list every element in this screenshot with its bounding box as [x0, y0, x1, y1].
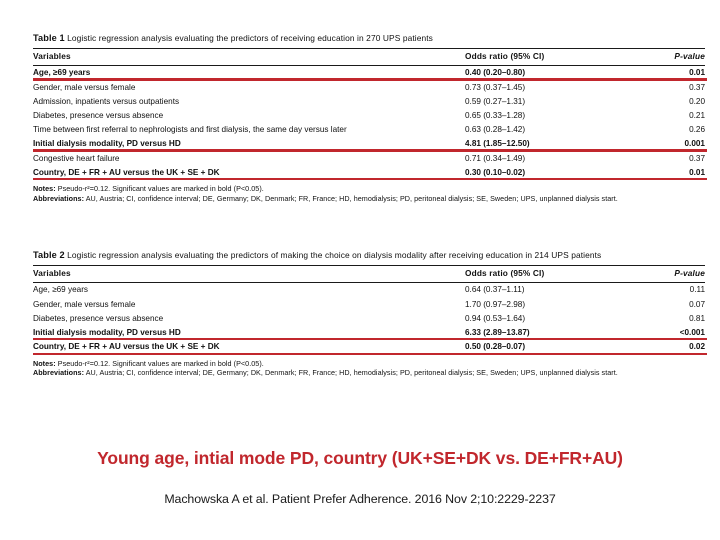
table-row: [33, 94, 705, 108]
table-1-caption-text: Logistic regression analysis evaluating the predictors of receiving education in 270 UPS patients: [67, 33, 433, 43]
table-row: [33, 65, 705, 80]
conclusion-text: Young age, intial mode PD, country (UK+SE+DK vs. DE+FR+AU): [97, 448, 623, 468]
cell-variable: Diabetes, presence versus absence: [33, 110, 164, 120]
cell-variable: Age, ≥69 years: [33, 68, 91, 78]
table-1-caption: [33, 33, 705, 45]
table-row: [33, 108, 705, 122]
cell-p-value: <0.001: [679, 327, 705, 337]
table-2-abbrev-text: AU, Austria; CI, confidence interval; DE, Germany; DK, Denmark; FR, France; HD, hemodialysis; PD, peritoneal dialysis; SE, Sweden; UPS, unplanned dialysis start.: [85, 368, 618, 378]
cell-odds-ratio: 0.63 (0.28–1.42): [465, 125, 526, 135]
table-2-caption-text: Logistic regression analysis evaluating the predictors of making the choice on dialysis modality after receiving education in 214 UPS patients: [67, 250, 602, 260]
table-2-notes-line: [33, 359, 705, 369]
cell-p-value: 0.11: [689, 285, 705, 295]
cell-odds-ratio: 0.50 (0.28–0.07): [463, 340, 623, 355]
table-1-abbrev-line: [33, 194, 705, 204]
cell-variable: Gender, male versus female: [33, 82, 136, 92]
table-1-block: [33, 33, 705, 204]
table-row: [33, 325, 705, 339]
cell-odds-ratio: 0.30 (0.10–0.02): [463, 165, 623, 180]
cell-p-value: 0.81: [689, 313, 705, 323]
table-2-header-row: [33, 265, 705, 282]
table-row: [33, 137, 705, 151]
table-1-col-variables: Variables: [33, 48, 463, 65]
cell-variable: Initial dialysis modality, PD versus HD: [33, 139, 181, 149]
cell-odds-ratio: 0.64 (0.37–1.11): [465, 285, 525, 295]
table-1-notes-label: Notes:: [33, 184, 56, 194]
table-1-body: [33, 65, 705, 180]
table-2: [33, 265, 705, 355]
table-row: [33, 311, 705, 325]
table-2-col-variables: Variables: [33, 265, 463, 282]
cell-p-value: 0.07: [689, 299, 705, 309]
cell-odds-ratio: 4.81 (1.85–12.50): [465, 139, 530, 149]
table-1-notes-line: [33, 184, 705, 194]
cell-variable: Diabetes, presence versus absence: [33, 313, 164, 323]
cell-variable: Initial dialysis modality, PD versus HD: [33, 327, 181, 337]
cell-p-value: 0.20: [689, 96, 705, 106]
table-1-abbrev-label: Abbreviations:: [33, 193, 85, 203]
table-1-header-row: [33, 48, 705, 65]
cell-odds-ratio: 0.59 (0.27–1.31): [465, 96, 526, 106]
cell-odds-ratio: 6.33 (2.89–13.87): [465, 327, 530, 337]
cell-p-value: 0.02: [623, 340, 705, 355]
table-row: [33, 151, 705, 165]
table-2-caption-label: Table 2: [33, 250, 65, 260]
table-1-caption-label: Table 1: [33, 33, 65, 43]
cell-variable: Age, ≥69 years: [33, 285, 89, 295]
cell-variable: Country, DE + FR + AU versus the UK + SE + DK: [33, 165, 463, 180]
table-1-notes-text: Pseudo-r²=0.12. Significant values are marked in bold (P<0.05).: [57, 184, 264, 194]
table-1-col-p-value: P-value: [623, 48, 705, 65]
cell-variable: Country, DE + FR + AU versus the UK + SE + DK: [33, 340, 463, 355]
cell-p-value: 0.37: [689, 82, 705, 92]
table-1-col-odds-ratio: Odds ratio (95% CI): [463, 48, 623, 65]
cell-p-value: 0.21: [689, 110, 705, 120]
cell-p-value: 0.26: [689, 125, 705, 135]
table-2-notes: [33, 359, 705, 378]
table-2-notes-text: Pseudo-r²=0.12. Significant values are marked in bold (P<0.05).: [57, 358, 264, 368]
cell-variable: Congestive heart failure: [33, 153, 120, 163]
table-2-abbrev-label: Abbreviations:: [33, 368, 85, 378]
table-2-block: [33, 250, 705, 378]
table-2-notes-label: Notes:: [33, 358, 56, 368]
table-1-abbrev-text: AU, Austria; CI, confidence interval; DE, Germany; DK, Denmark; FR, France; HD, hemodialysis; PD, peritoneal dialysis; SE, Sweden; UPS, unplanned dialysis start.: [85, 193, 618, 203]
cell-odds-ratio: 0.73 (0.37–1.45): [465, 82, 526, 92]
cell-variable: Time between first referral to nephrologists and first dialysis, the same day versus later: [33, 125, 347, 135]
cell-p-value: 0.01: [623, 165, 705, 180]
table-2-col-p-value: P-value: [623, 265, 705, 282]
cell-p-value: 0.01: [689, 68, 705, 78]
cell-variable: Admission, inpatients versus outpatients: [33, 96, 180, 106]
cell-variable: Gender, male versus female: [33, 299, 136, 309]
table-1-notes: [33, 184, 705, 203]
cell-odds-ratio: 0.94 (0.53–1.64): [465, 313, 526, 323]
cell-odds-ratio: 0.71 (0.34–1.49): [465, 153, 526, 163]
table-row: [33, 340, 705, 355]
table-1: [33, 48, 705, 181]
table-row: [33, 80, 705, 94]
table-2-col-odds-ratio: Odds ratio (95% CI): [463, 265, 623, 282]
table-2-caption: [33, 250, 705, 262]
cell-odds-ratio: 0.40 (0.20–0.80): [465, 68, 526, 78]
cell-p-value: 0.37: [689, 153, 705, 163]
cell-odds-ratio: 0.65 (0.33–1.28): [465, 110, 526, 120]
table-2-body: [33, 282, 705, 354]
cell-p-value: 0.001: [684, 139, 705, 149]
table-row: [33, 123, 705, 137]
table-2-abbrev-line: [33, 368, 705, 378]
cell-odds-ratio: 1.70 (0.97–2.98): [465, 299, 526, 309]
citation-text: Machowska A et al. Patient Prefer Adherence. 2016 Nov 2;10:2229-2237: [164, 492, 556, 506]
table-row: [33, 282, 705, 297]
table-row: [33, 165, 705, 180]
table-row: [33, 297, 705, 311]
